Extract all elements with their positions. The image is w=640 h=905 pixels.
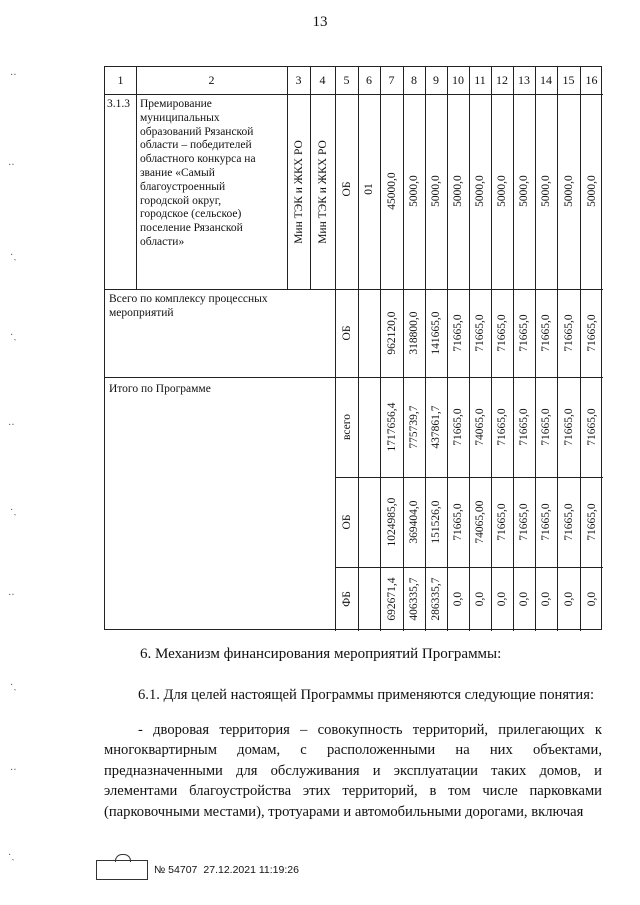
value-cell: 5000,0 <box>540 175 552 207</box>
paragraph-2: - дворовая территория – совокупность территорий, прилегающих к многоквартирным домам, с расположенными на них объектами, предназначенными для обслуживания и эксплуатации таких домов, и элементами благоустройства этих территорий, в том числе парковками (парковочными местами), тротуарами и автомобильными дорогами, включая <box>104 722 602 820</box>
value-cell: 0,0 <box>585 591 598 607</box>
total-complex-label: Всего по комплексу процессных <box>109 293 268 305</box>
table-vline <box>136 67 137 289</box>
row-name-line: звание «Самый <box>140 167 215 179</box>
header-cell-4: 4 <box>319 73 326 87</box>
table-vline <box>491 67 492 631</box>
value-cell: 71665,0 <box>496 503 508 541</box>
header-cell-12: 12 <box>496 73 508 87</box>
header-cell-11: 11 <box>474 73 486 87</box>
value-cell: 74065,0 <box>474 408 486 446</box>
total-complex-label: мероприятий <box>109 306 174 319</box>
table-vline <box>335 67 336 631</box>
value-cell: 5000,0 <box>474 175 486 207</box>
margin-mark-icon: ·‧ <box>10 765 17 776</box>
value-cell: 5000,0 <box>452 175 464 207</box>
table-vline <box>425 67 426 631</box>
table-vline <box>447 67 448 631</box>
doc-number: № 54707 <box>154 864 198 876</box>
row-code: 01 <box>363 183 375 195</box>
footer <box>96 860 299 880</box>
value-cell: 71665,0 <box>452 314 464 352</box>
header-cell-16: 16 <box>585 73 598 87</box>
row-name-line: области – победителей <box>140 139 252 152</box>
header-cell-2: 2 <box>208 73 215 87</box>
funding-source: ОБ <box>340 181 353 197</box>
table-hline <box>105 94 603 95</box>
row-name-line: поселение Рязанской <box>140 222 243 235</box>
row-name-line: Премирование <box>140 98 212 110</box>
value-cell: 71665,0 <box>540 503 552 541</box>
table-vline <box>580 67 581 631</box>
row-name-line: областного конкурса на <box>140 153 256 166</box>
value-cell: 71665,0 <box>585 408 598 446</box>
value-cell: 692671,4 <box>385 577 398 621</box>
value-cell: 71665,0 <box>518 408 530 446</box>
value-cell: 5000,0 <box>408 175 420 207</box>
header-cell-14: 14 <box>540 73 552 87</box>
margin-mark-icon: ·ˎ <box>10 250 17 261</box>
margin-mark-icon: ·ˎ <box>10 505 17 516</box>
value-cell: 1024985,0 <box>385 497 398 547</box>
registry-seal-icon <box>96 860 148 880</box>
value-cell: 71665,0 <box>562 314 575 352</box>
value-cell: 0,0 <box>562 591 575 607</box>
table-vline <box>469 67 470 631</box>
value-cell: 437861,7 <box>430 405 442 449</box>
table-vline <box>380 67 381 631</box>
value-cell: 151526,0 <box>430 500 442 544</box>
row-name-line: благоустроенный <box>140 180 226 193</box>
row-name-line: городской округ, <box>140 194 222 207</box>
value-cell: 74065,00 <box>474 500 486 544</box>
value-cell: 0,0 <box>540 591 552 607</box>
value-cell: 0,0 <box>474 591 486 607</box>
table-hline <box>105 289 603 290</box>
doc-datetime: 27.12.2021 11:19:26 <box>203 864 299 876</box>
margin-mark-icon: ·ˏ <box>10 680 17 691</box>
value-cell: 71665,0 <box>585 314 598 352</box>
value-cell: 5000,0 <box>562 175 575 207</box>
header-cell-6: 6 <box>366 73 372 87</box>
value-cell: 141665,0 <box>430 311 442 355</box>
value-cell: 71665,0 <box>518 503 530 541</box>
value-cell: 71665,0 <box>562 408 575 446</box>
row-name-line: муниципальных <box>140 111 220 124</box>
header-cell-3: 3 <box>295 73 302 87</box>
margin-mark-icon: ·‧ <box>8 590 15 601</box>
value-cell: 775739,7 <box>408 405 420 449</box>
table-vline <box>287 67 288 289</box>
section-title: 6. Механизм финансирования мероприятий Программы: <box>140 646 502 662</box>
value-cell: 0,0 <box>452 591 464 607</box>
value-cell: 71665,0 <box>452 503 464 541</box>
value-cell: 71665,0 <box>585 503 598 541</box>
row-name-line: области» <box>140 236 185 248</box>
table-vline <box>535 67 536 631</box>
value-cell: 0,0 <box>496 591 508 607</box>
finance-table <box>104 66 602 630</box>
page-number: 13 <box>312 14 328 30</box>
margin-mark-icon: ·‧ <box>8 420 15 431</box>
value-cell: 5000,0 <box>518 175 530 207</box>
value-cell: 5000,0 <box>585 175 598 207</box>
row-number: 3.1.3 <box>107 98 130 110</box>
margin-mark-icon: ·‧ <box>10 70 17 81</box>
row-name-line: образований Рязанской <box>140 125 254 138</box>
value-cell: 1717656,4 <box>385 402 398 452</box>
table-vline <box>358 67 359 631</box>
value-cell: 71665,0 <box>496 314 508 352</box>
funding-source: ОБ <box>340 325 353 341</box>
paragraph-1: 6.1. Для целей настоящей Программы применяются следующие понятия: <box>138 687 594 703</box>
executor-1: Мин ТЭК и ЖКХ РО <box>292 140 305 244</box>
value-cell: 5000,0 <box>430 175 442 207</box>
value-cell: 71665,0 <box>562 503 575 541</box>
value-cell: 71665,0 <box>496 408 508 446</box>
value-cell: 71665,0 <box>452 408 464 446</box>
value-cell: 71665,0 <box>474 314 486 352</box>
header-cell-10: 10 <box>452 73 464 87</box>
total-program-label: Итого по Программе <box>109 383 211 395</box>
header-cell-1: 1 <box>117 73 124 87</box>
value-cell: 286335,7 <box>430 577 442 621</box>
table-vline <box>310 67 311 289</box>
value-cell: 71665,0 <box>540 314 552 352</box>
header-cell-9: 9 <box>433 73 439 87</box>
margin-mark-icon: ·‧ <box>8 160 15 171</box>
value-cell: 71665,0 <box>518 314 530 352</box>
margin-mark-icon: ·ˎ <box>8 850 15 861</box>
row-name-line: городское (сельское) <box>140 208 242 221</box>
value-cell: 71665,0 <box>540 408 552 446</box>
table-vline <box>557 67 558 631</box>
value-cell: 5000,0 <box>496 175 508 207</box>
margin-mark-icon: ·ˏ <box>10 330 17 341</box>
funding-source: ОБ <box>340 514 353 530</box>
value-cell: 406335,7 <box>408 577 420 621</box>
value-cell: 318800,0 <box>408 311 420 355</box>
header-cell-8: 8 <box>411 73 417 87</box>
header-cell-7: 7 <box>388 73 395 87</box>
executor-2: Мин ТЭК и ЖКХ РО <box>316 140 329 244</box>
table-vline <box>513 67 514 631</box>
funding-source: всего <box>340 414 353 440</box>
header-cell-13: 13 <box>518 73 530 87</box>
value-cell: 369404,0 <box>408 500 420 544</box>
value-cell: 0,0 <box>518 591 530 607</box>
header-cell-15: 15 <box>562 73 575 87</box>
value-cell: 45000,0 <box>385 172 398 210</box>
funding-source: ФБ <box>340 591 353 607</box>
header-cell-5: 5 <box>343 73 350 87</box>
value-cell: 962120,0 <box>385 311 398 355</box>
table-hline <box>105 377 603 378</box>
table-vline <box>403 67 404 631</box>
